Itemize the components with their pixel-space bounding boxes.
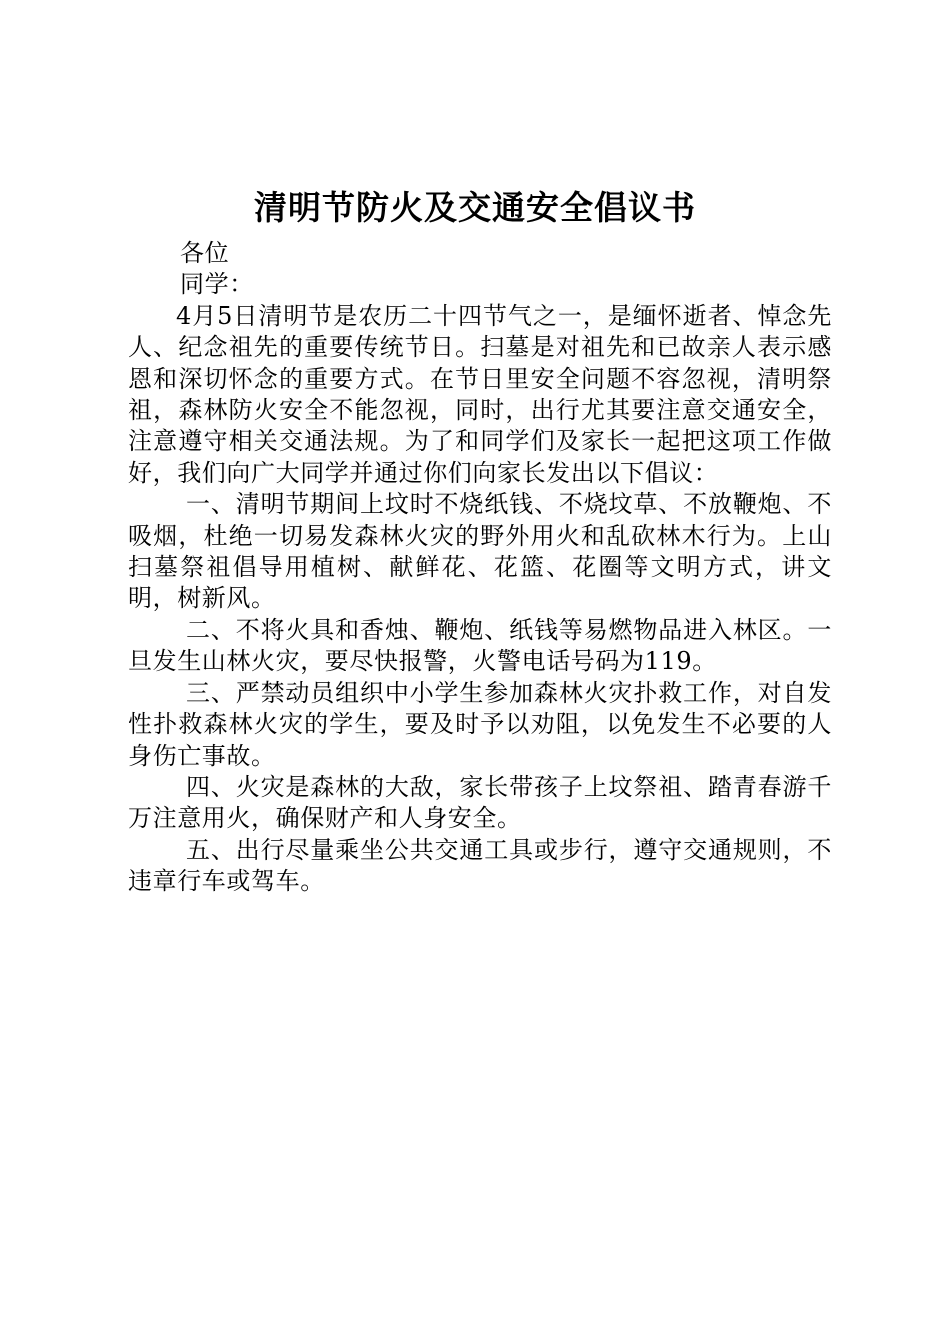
salutation-line-1: 各位 <box>180 239 230 267</box>
page-title: 清明节防火及交通安全倡议书 <box>254 188 696 227</box>
proposal-item-1: 一、清明节期间上坟时不烧纸钱、不烧坟草、不放鞭炮、不吸烟，杜绝一切易发森林火灾的野外用火和乱砍林木行为。上山扫墓祭祖倡导用植树、献鲜花、花篮、花圈等文明方式，讲文明，树新风。 <box>128 490 832 613</box>
proposal-item-3: 三、严禁动员组织中小学生参加森林火灾扑救工作，对自发性扑救森林火灾的学生，要及时予以劝阻，以免发生不必要的人身伤亡事故。 <box>128 678 832 770</box>
proposal-item-5: 五、出行尽量乘坐公共交通工具或步行，遵守交通规则，不违章行车或驾车。 <box>128 835 832 896</box>
salutation-line-2: 同学： <box>180 270 254 299</box>
proposal-item-4: 四、火灾是森林的大敌，家长带孩子上坟祭祖、踏青春游千万注意用火，确保财产和人身安全。 <box>128 772 832 833</box>
proposal-item-2: 二、不将火具和香烛、鞭炮、纸钱等易燃物品进入林区。一旦发生山林火灾，要尽快报警，火警电话号码为119。 <box>128 615 832 676</box>
document-body <box>128 238 832 898</box>
intro-paragraph: 4月5日清明节是农历二十四节气之一，是缅怀逝者、悼念先人、纪念祖先的重要传统节日。扫墓是对祖先和已故亲人表示感恩和深切怀念的重要方式。在节日里安全问题不容忽视，清明祭祖，森林防火安全不能忽视，同时，出行尤其要注意交通安全，注意遵守相关交通法规。为了和同学们及家长一起把这项工作做好，我们向广大同学并通过你们向家长发出以下倡议： <box>128 301 832 487</box>
